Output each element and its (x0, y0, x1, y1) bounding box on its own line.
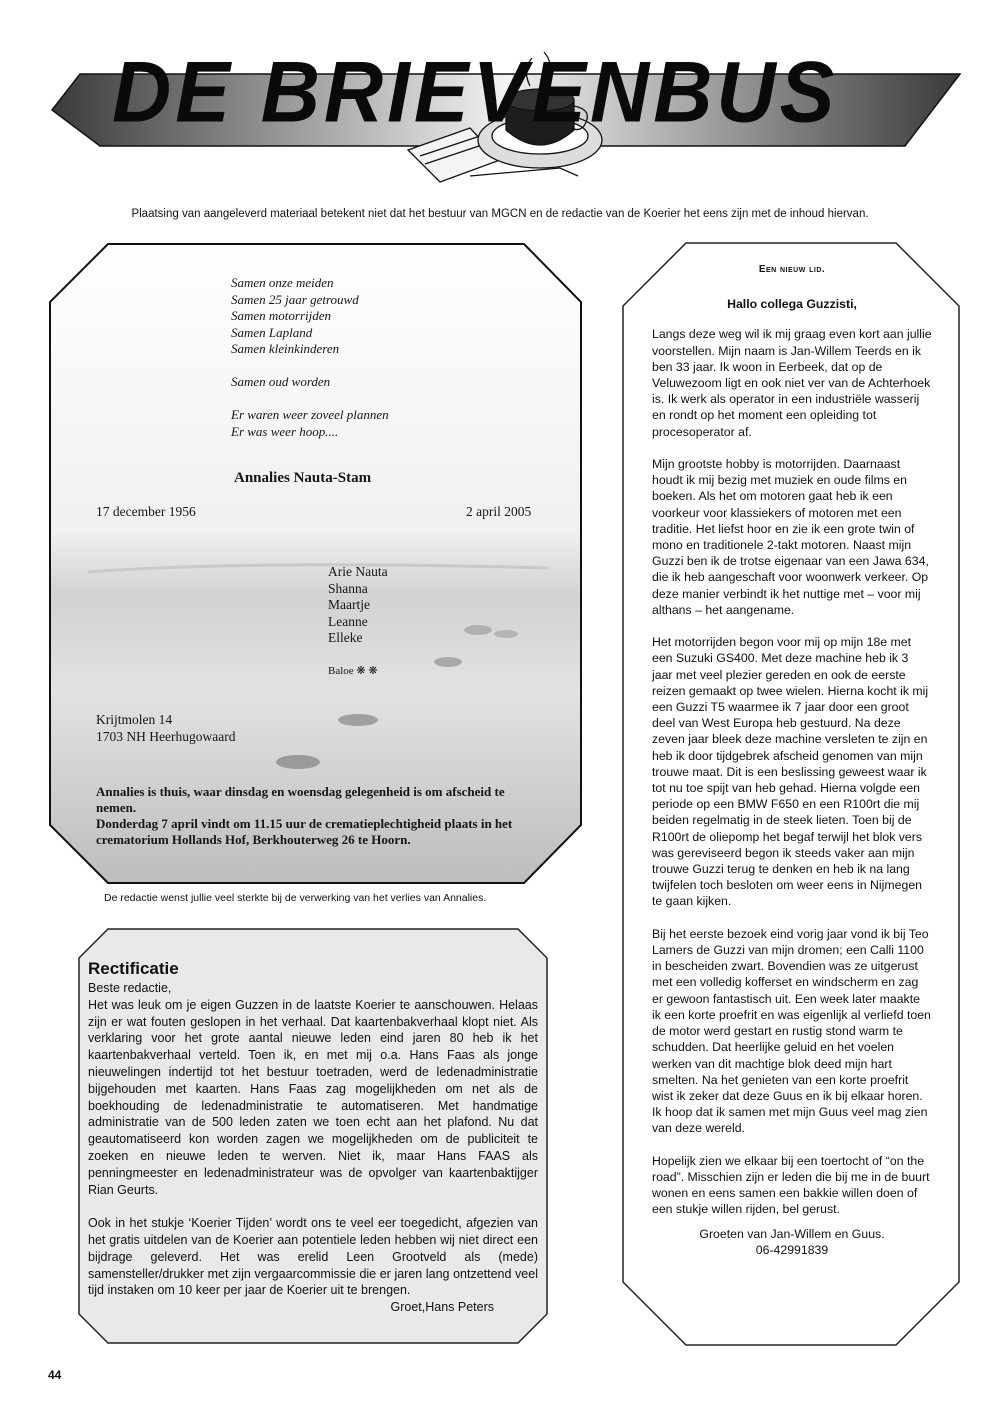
obituary-name: Annalies Nauta-Stam (234, 470, 372, 486)
rectificatie-paragraph-2: Ook in het stukje ‘Koerier Tijden’ wordt ons te veel eer toegedicht, afgezien van het gratis uitdelen van de Koerier aan potentiele leden hebben wij niet direct een bijdrage geleverd. Het was erelid Leen Grootveld als (mede) samensteller/drukker met zijn vergaarcommissie die er jaren lang ontzettend veel tijd instaken om 10 keer per jaar de Koerier uit te brengen. (88, 1216, 538, 1298)
page-number: 44 (48, 1368, 62, 1382)
rectificatie-paragraph-1: Het was leuk om je eigen Guzzen in de laatste Koerier te aanschouwen. Helaas zijn er wat fouten geslopen in het verhaal. Dat kaartenbakverhaal klopt niet. Als verklaring voor het grote aantal nieuwe leden eind jaren 80 heb ik het kaartenbakverhaal verteld. Toen ik, en met mij o.a. Hans Faas als jonge nieuwelingen indertijd tot het bestuur toetraden, werd de ledenadministratie bijgehouden met kaarten. Hans Faas zag mogelijkheden om net als de boekhouding de ledenadministratie te automatiseren. Met handmatige administratie van de 500 leden zaten we toen echt aan het plafond. Nu dat geautomatiseerd kon worden zagen we mogelijkheden om de publiciteit te zoeken en nieuwe leden te werven. Niet ik, maar Hans FAAS als penningmeester en ledenadministrateur was de opvolger van kaartenbaktijger Rian Geurts. (88, 997, 538, 1197)
banner-title: DE BRIEVENBUS (112, 44, 839, 141)
obituary-card (48, 242, 583, 885)
rectificatie-box (78, 928, 548, 1344)
header-banner (0, 0, 1000, 200)
new-member-paragraph-5: Hopelijk zien we elkaar bij een toertocht of “on the road”. Misschien zijn er leden die bij me in de buurt wonen en eens samen een bakkie willen doen of een stukje willen rijden, bel gerust. (652, 1153, 930, 1217)
new-member-greeting: Hallo collega Guzzisti, (727, 297, 857, 312)
rectificatie-signoff: Groet,Hans Peters (390, 1300, 494, 1315)
obituary-pet: Baloe ❋ ❋ (328, 665, 378, 677)
new-member-paragraph-3: Het motorrijden begon voor mij op mijn 18e met een Suzuki GS400. Met deze machine heb ik 3 jaar met veel plezier gereden en ook de eerste reizen gemaakt op twee wielen. Hierna kocht ik mij een Guzzi T5 waarmee ik 7 jaar door een groot deel van West Europa heb gestuurd. Na deze zeven jaar bleek deze machine versleten te zijn en heb ik door tijdgebrek afscheid genomen van mijn trouwe maat. Dit is een beslissing geweest waar ik tot nu toe spijt van heb gehad. Hierna volgde een periode op een BMW F650 en een R100rt die mij beiden regelmatig in de steek lieten. Toen bij de R100rt de oliepomp het begaf terwijl het blok vers was gereviseerd begon ik steeds vaker aan mijn trouwe Guzzi terug te denken en heb ik na lang twijfelen toch besloten om weer eens in Nijmegen te gaan kijken. (652, 635, 929, 909)
obituary-caption: De redactie wenst jullie veel sterkte bij de verwerking van het verlies van Annalies. (104, 892, 487, 904)
new-member-signoff: Groeten van Jan-Willem en Guus. 06-42991839 (652, 1226, 932, 1258)
obituary-address: Krijtmolen 14 1703 NH Heerhugowaard (96, 712, 236, 744)
disclaimer-text: Plaatsing van aangeleverd materiaal betekent niet dat het bestuur van MGCN en de redactie van de Koerier het eens zijn met de inhoud hiervan. (131, 208, 869, 220)
obituary-family-list: Arie Nauta Shanna Maartje Leanne Elleke (328, 564, 388, 645)
obituary-born-date: 17 december 1956 (96, 504, 196, 519)
new-member-box (622, 242, 960, 1346)
rectificatie-content (88, 958, 538, 1316)
new-member-paragraph-1: Langs deze weg wil ik mij graag even kort aan jullie voorstellen. Mijn naam is Jan-Willem Teerds en ik ben 33 jaar. Ik woon in Eerbeek, dat op de Veluwezoom ligt en ook niet ver van de Achterhoek is. Ik werk als operator in een industriële wasserij en rondt op het moment een opleiding tot procesoperator af. (652, 327, 932, 439)
rectificatie-salutation: Beste redactie, (88, 981, 172, 995)
new-member-phone: 06-42991839 (755, 1242, 829, 1257)
obituary-death-date: 2 april 2005 (466, 504, 532, 519)
new-member-heading: Een nieuw lid. (758, 264, 826, 275)
obituary-poem: Samen onze meiden Samen 25 jaar getrouwd Samen motorrijden Samen Lapland Samen kleinkinderen Samen oud worden Er waren weer zoveel plannen Er was weer hoop.... (231, 275, 389, 439)
obituary-notice: Annalies is thuis, waar dinsdag en woensdag gelegenheid is om afscheid te nemen. Donderdag 7 april vindt om 11.15 uur de crematieplechtigheid plaats in het crematorium Hollands Hof, Berkhouterweg 26 te Hoorn. (96, 784, 513, 847)
paw-print-icon: ❋ ❋ (356, 665, 378, 677)
rectificatie-title: Rectificatie (88, 959, 179, 978)
new-member-paragraph-2: Mijn grootste hobby is motorrijden. Daarnaast houdt ik mij bezig met muziek en oude films en boeken. Als het om motoren gaat heb ik een voorkeur voor klassiekers of motoren met een traditie. Het liefst hoor en zie ik een grote twin of mono en traditionele 2-takt motoren. Naast mijn Guzzi ben ik de trotse eigenaar van een Jawa 634, die ik heb aangeschaft voor woonwerk verkeer. Op deze manier verbindt ik het nuttige met – voor mij althans – het aangename. (652, 457, 929, 617)
new-member-paragraph-4: Bij het eerste bezoek eind vorig jaar vond ik bij Teo Lamers de Guzzi van mijn dromen; een Calli 1100 in bescheiden zwart. Bovendien was ze uitgerust met een volledig kofferset en windscherm en zag er gewoon fantastisch uit. Een week later maakte ik een korte proefrit en was eigenlijk al verliefd toen de motor werd gestart en rustig stond warm te schudden. Dat heerlijke geluid en het voelen werken van dit machtige blok deed mijn hart smelten. Na het genieten van een korte proefrit wist ik zeker dat deze Guus en ik bij elkaar horen. Ik hoop dat ik samen met mijn Guus veel mag zien van deze wereld. (652, 926, 931, 1136)
new-member-content (652, 262, 932, 1258)
